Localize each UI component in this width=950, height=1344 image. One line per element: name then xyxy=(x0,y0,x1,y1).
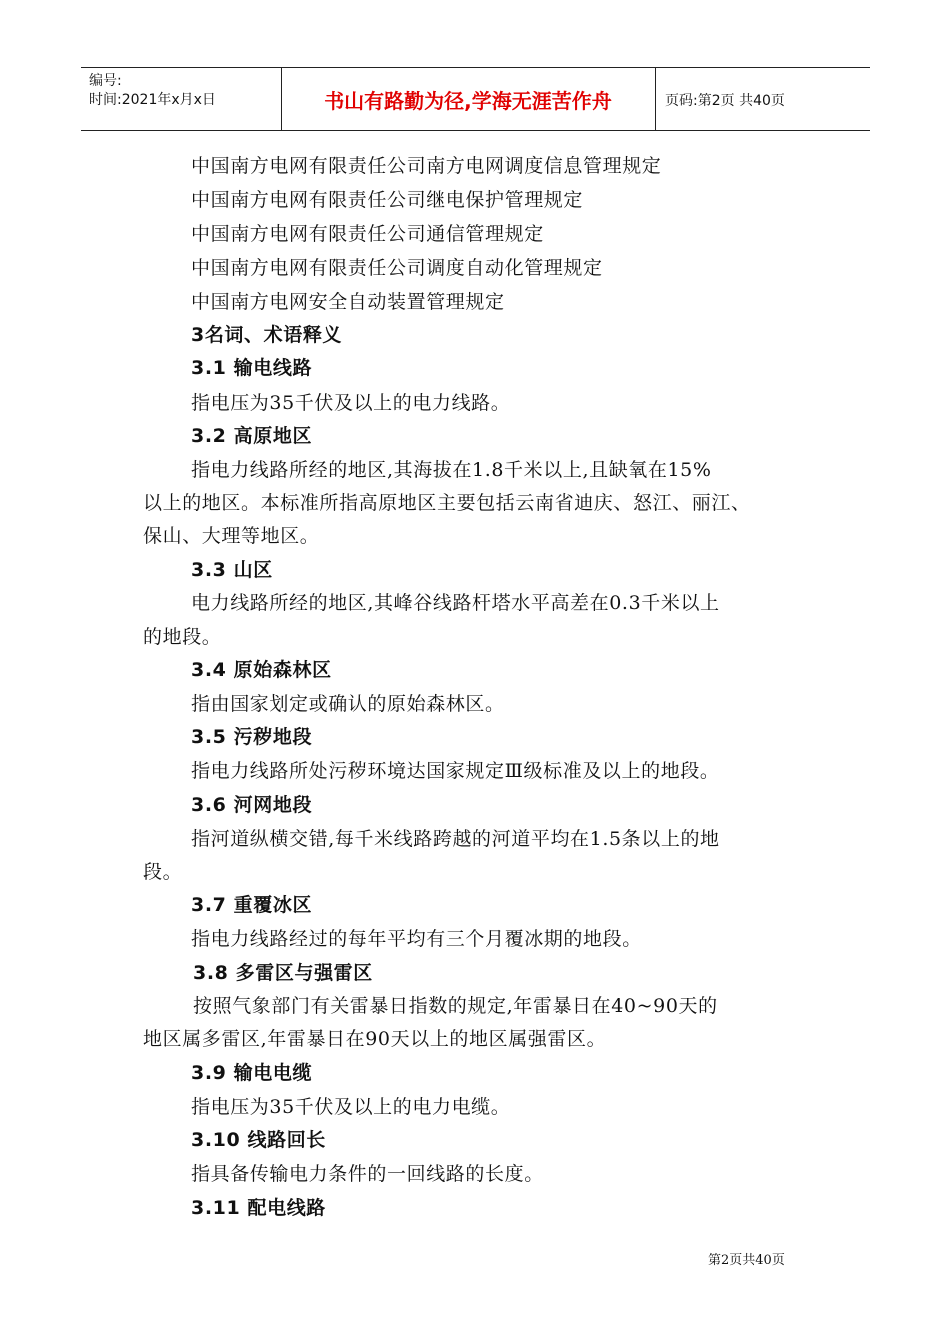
time-label: 时间:2021年x月x日 xyxy=(89,92,216,108)
number-label: 编号: xyxy=(89,73,122,89)
term-text: 指电力线路所经的地区,其海拔在1.8千米以上,且缺氧在15% xyxy=(191,459,712,481)
term-heading: 3.11 配电线路 xyxy=(191,1197,326,1219)
term-heading: 3.4 原始森林区 xyxy=(191,659,332,681)
term-heading: 3.3 山区 xyxy=(191,559,273,581)
term-heading: 3.9 输电电缆 xyxy=(191,1062,313,1084)
term-text: 电力线路所经的地区,其峰谷线路杆塔水平高差在0.3千米以上 xyxy=(191,592,720,614)
term-heading: 3.6 河网地段 xyxy=(191,794,313,816)
page-header xyxy=(81,67,870,131)
term-text: 保山、大理等地区。 xyxy=(143,525,320,547)
header-page-info: 页码:第2页 共40页 xyxy=(665,93,785,109)
term-text: 指河道纵横交错,每千米线路跨越的河道平均在1.5条以上的地 xyxy=(191,828,720,850)
section-title: 3名词、术语释义 xyxy=(191,324,343,346)
term-text: 指由国家划定或确认的原始森林区。 xyxy=(191,693,505,715)
reference-item: 中国南方电网有限责任公司调度自动化管理规定 xyxy=(191,257,603,279)
term-text: 段。 xyxy=(143,861,183,883)
term-heading: 3.10 线路回长 xyxy=(191,1129,326,1151)
term-heading: 3.7 重覆冰区 xyxy=(191,894,313,916)
header-motto: 书山有路勤为径,学海无涯苦作舟 xyxy=(324,88,612,113)
term-text: 按照气象部门有关雷暴日指数的规定,年雷暴日在40~90天的 xyxy=(193,995,718,1017)
term-text: 指电压为35千伏及以上的电力电缆。 xyxy=(191,1096,511,1118)
term-text: 指电力线路经过的每年平均有三个月覆冰期的地段。 xyxy=(191,928,642,950)
term-heading: 3.8 多雷区与强雷区 xyxy=(193,962,373,984)
term-heading: 3.1 输电线路 xyxy=(191,357,313,379)
reference-item: 中国南方电网有限责任公司南方电网调度信息管理规定 xyxy=(191,155,662,177)
term-text: 指具备传输电力条件的一回线路的长度。 xyxy=(191,1163,544,1185)
reference-item: 中国南方电网有限责任公司继电保护管理规定 xyxy=(191,189,584,211)
term-text: 的地段。 xyxy=(143,626,222,648)
reference-item: 中国南方电网有限责任公司通信管理规定 xyxy=(191,223,544,245)
header-divider xyxy=(655,68,656,130)
term-text: 指电力线路所处污秽环境达国家规定Ⅲ级标准及以上的地段。 xyxy=(191,760,720,782)
term-text: 地区属多雷区,年雷暴日在90天以上的地区属强雷区。 xyxy=(143,1028,607,1050)
term-text: 以上的地区。本标准所指高原地区主要包括云南省迪庆、怒江、丽江、 xyxy=(143,492,751,514)
term-heading: 3.2 高原地区 xyxy=(191,425,313,447)
reference-item: 中国南方电网安全自动装置管理规定 xyxy=(191,291,505,313)
header-meta xyxy=(89,72,216,110)
page-footer: 第2页共40页 xyxy=(708,1253,785,1268)
term-heading: 3.5 污秽地段 xyxy=(191,726,313,748)
term-text: 指电压为35千伏及以上的电力线路。 xyxy=(191,392,511,414)
